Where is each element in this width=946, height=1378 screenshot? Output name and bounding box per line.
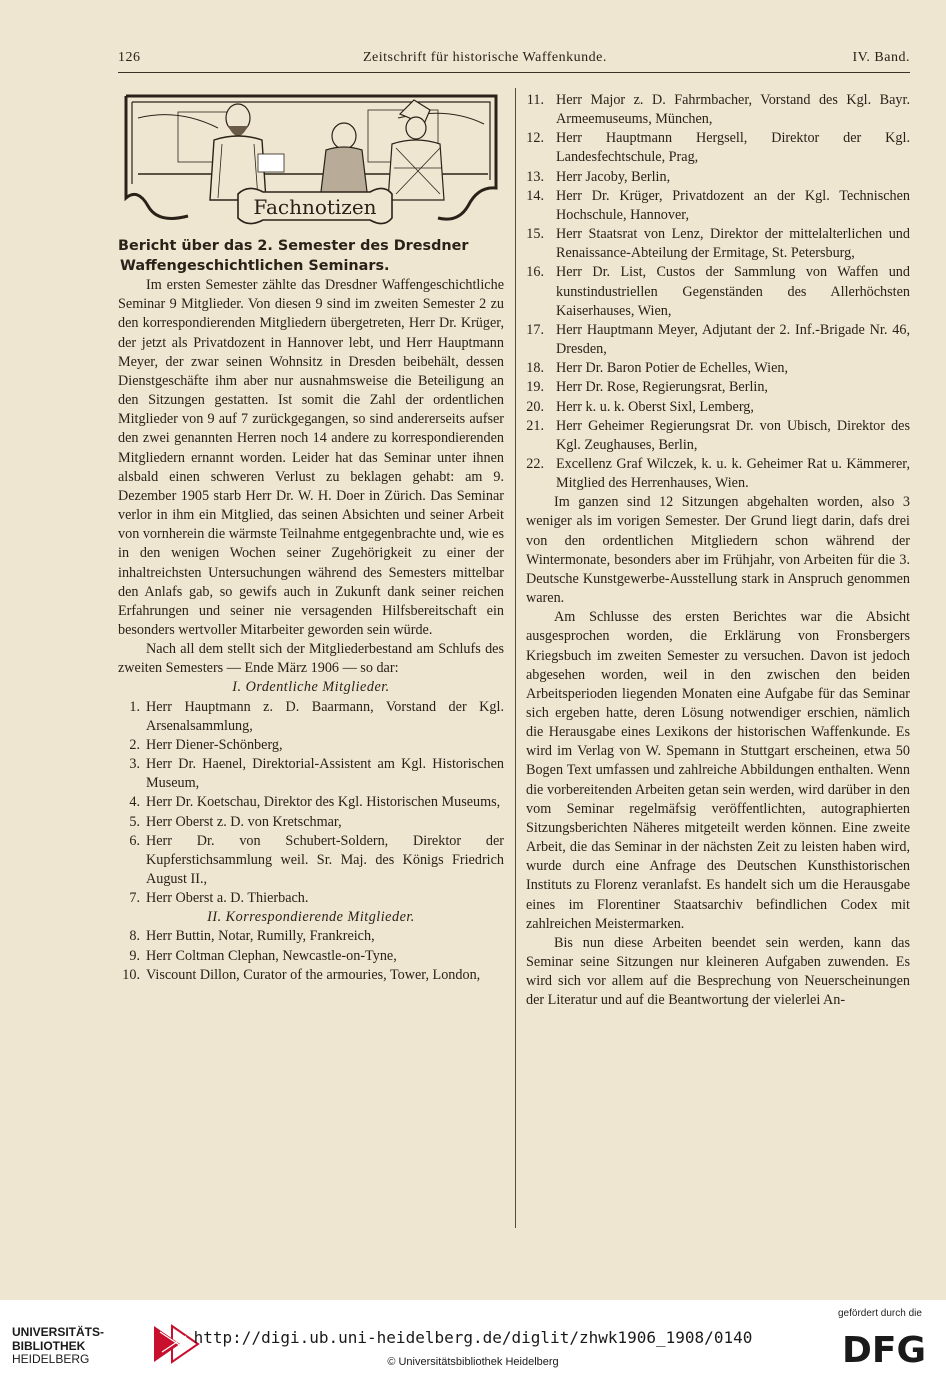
list-item-number: 2.	[129, 736, 140, 753]
list-item-number: 15.	[526, 226, 544, 243]
list-item	[118, 966, 504, 985]
list-item-text: Herr Hauptmann Meyer, Adjutant der 2. Inf.-Brigade Nr. 46, Dresden,	[556, 321, 910, 358]
list-item	[526, 187, 910, 225]
list-item-number: 16.	[526, 264, 544, 281]
article-title-line-2: Waffengeschichtlichen Seminars.	[120, 258, 390, 275]
dfg-label: gefördert durch die	[838, 1308, 922, 1319]
list-item-number: 4.	[129, 794, 140, 811]
list-item	[118, 947, 504, 966]
list-item	[118, 813, 504, 832]
list-item-number: 22.	[526, 455, 544, 472]
page-number: 126	[118, 50, 141, 65]
list-item-number: 9.	[129, 947, 140, 964]
list-item	[118, 698, 504, 736]
paragraph: Bis nun diese Arbeiten beendet sein werden, kann das Seminar seine Sitzungen nur kleineren Aufgaben zuwenden. Es wird sich vor allem auf die Besprechung von Neuerscheinungen der Literatur und auf die Beantwortung der vielerlei An-	[526, 934, 910, 1009]
column-divider	[515, 88, 516, 1228]
list-item	[118, 793, 504, 812]
list-item	[526, 168, 910, 187]
list-item	[526, 129, 910, 167]
list-item	[526, 398, 910, 417]
corresponding-members-list-right	[526, 91, 910, 493]
list-item	[118, 927, 504, 946]
list-item-number: 12.	[526, 130, 544, 147]
list-item	[526, 91, 910, 129]
copyright-notice: © Universitätsbibliothek Heidelberg	[387, 1356, 559, 1368]
ordinary-members-list	[118, 698, 504, 909]
list-item-number: 18.	[526, 360, 544, 377]
dfg-logo	[838, 1322, 934, 1372]
list-item-number: 19.	[526, 379, 544, 396]
list-item-text: Excellenz Graf Wilczek, k. u. k. Geheimer Rat u. Kämmerer, Mitglied des Herrenhauses, Wien.	[556, 455, 910, 492]
running-header	[118, 50, 910, 73]
list-item	[118, 755, 504, 793]
paragraph: Nach all dem stellt sich der Mitgliederbestand am Schlufs des zweiten Semesters — Ende März 1906 — so dar:	[118, 641, 504, 677]
category-heading-corresponding: II. Korrespondierende Mitglieder.	[207, 909, 415, 926]
institution-line-1: UNIVERSITÄTS-	[12, 1325, 105, 1339]
list-item-number: 21.	[526, 417, 544, 434]
list-item-text: Herr Jacoby, Berlin,	[556, 168, 671, 185]
institution-line-2: BIBLIOTHEK	[12, 1338, 86, 1353]
list-item-text: Herr Hauptmann Hergsell, Direktor der Kgl. Landesfechtschule, Prag,	[556, 130, 910, 166]
article-title-line-1: Bericht über das 2. Semester des Dresdner	[118, 238, 469, 255]
list-item-text: Herr Dr. Krüger, Privatdozent an der Kgl. Technischen Hochschule, Hannover,	[556, 187, 910, 223]
volume-label: IV. Band.	[852, 50, 910, 65]
list-item-text: Herr Oberst z. D. von Kretschmar,	[146, 813, 342, 830]
list-item-number: 8.	[129, 928, 140, 945]
list-item-text: Herr Dr. von Schubert-Soldern, Direktor der Kupferstichsammlung weil. Sr. Maj. des Königs Friedrich August II.,	[146, 832, 504, 887]
institution-line-3: HEIDELBERG	[12, 1352, 90, 1366]
list-item-text: Herr Geheimer Regierungsrat Dr. von Ubisch, Direktor des Kgl. Zeughauses, Berlin,	[556, 417, 910, 453]
list-item	[526, 378, 910, 397]
list-item	[118, 889, 504, 908]
list-item-text: Herr Buttin, Notar, Rumilly, Frankreich,	[146, 928, 375, 945]
list-item-number: 3.	[129, 756, 140, 773]
list-item-text: Herr Oberst a. D. Thierbach.	[146, 890, 309, 907]
list-item	[526, 359, 910, 378]
list-item-text: Herr Dr. Baron Potier de Echelles, Wien,	[556, 360, 789, 377]
list-item-text: Herr Diener-Schönberg,	[146, 736, 283, 753]
list-item-text: Herr Hauptmann z. D. Baarmann, Vorstand der Kgl. Arsenalsammlung,	[146, 698, 504, 734]
left-column	[118, 88, 504, 985]
dfg-logo-text: DFG	[842, 1330, 927, 1371]
list-item-text: Herr k. u. k. Oberst Sixl, Lemberg,	[556, 398, 754, 415]
list-item-number: 20.	[526, 398, 544, 415]
corresponding-members-list-left	[118, 927, 504, 984]
category-heading-ordinary: I. Ordentliche Mitglieder.	[232, 679, 390, 696]
list-item	[118, 736, 504, 755]
list-item	[526, 321, 910, 359]
list-item-text: Herr Dr. Haenel, Direktorial-Assistent am Kgl. Historischen Museum,	[146, 756, 504, 792]
paragraph: Am Schlusse des ersten Berichtes war die Absicht ausgesprochen worden, die Erklärung von Fronsbergers Kriegsbuch im zweiten Semester zu versuchen. Davon ist jedoch abgesehen worden, weil in den zwischen den beiden Arbeitsperioden liegenden Monaten eine Aufgabe für das Seminar sich ergeben hatte, deren Lösung notwendiger erschien, nämlich die Herausgabe eines Lexikons der historischen Waffenkunde. Es wird im Verlag von W. Spemann in Stuttgart erscheinen, etwa 50 Bogen Text umfassen und zahlreiche Abbildungen enthalten. Wenn die vorbereitenden Arbeiten getan sein werden, wird darüber in den vom Seminar regelmäfsig veröffentlichten, autographierten Sitzungsberichten Näheres mitgeteilt werden können. Eine zweite Arbeit, die das Seminar in der nächsten Zeit zu leisten haben wird, wurde durch eine Anfrage des Deutschen Kunsthistorischen Instituts zu Florenz veranlafst. Es handelt sich um die Herausgabe eines im Florentiner Staatsarchiv befindlichen Codex mit zahlreichen Meistermarken.	[526, 609, 910, 932]
list-item-text: Herr Dr. Rose, Regierungsrat, Berlin,	[556, 379, 768, 396]
list-item-number: 14.	[526, 187, 544, 204]
list-item-number: 11.	[526, 92, 544, 108]
journal-title: Zeitschrift für historische Waffenkunde.	[363, 50, 607, 65]
list-item	[526, 417, 910, 455]
list-item-number: 17.	[526, 321, 544, 338]
permalink-url[interactable]: http://digi.ub.uni-heidelberg.de/diglit/zhwk1906_1908/0140	[193, 1328, 753, 1347]
right-column	[526, 91, 910, 1011]
article-title	[118, 236, 504, 276]
list-item-number: 13.	[526, 168, 544, 185]
list-item-text: Herr Dr. List, Custos der Sammlung von Waffen und kunstindustriellen Gegenständen des Allerhöchsten Kaiserhauses, Wien,	[556, 264, 910, 319]
list-item-text: Herr Coltman Clephan, Newcastle-on-Tyne,	[146, 947, 397, 964]
list-item	[526, 225, 910, 263]
banner-text: Fachnotizen	[253, 195, 377, 219]
list-item-text: Viscount Dillon, Curator of the armouries, Tower, London,	[146, 966, 481, 983]
list-item	[526, 455, 910, 493]
list-item-number: 6.	[129, 832, 140, 849]
list-item-number: 7.	[129, 890, 140, 907]
paragraph: Im ganzen sind 12 Sitzungen abgehalten worden, also 3 weniger als im vorigen Semester. Der Grund liegt darin, dafs drei von den ordentlichen Mitgliedern schon während der Wintermonate, besonders aber im Frühjahr, von Arbeiten für die 3. Deutsche Kunstgewerbe-Ausstellung stark in Anspruch genommen waren.	[526, 494, 910, 607]
library-footer	[0, 1300, 946, 1378]
list-item-number: 5.	[129, 813, 140, 830]
list-item	[526, 263, 910, 320]
list-item-text: Herr Staatsrat von Lenz, Direktor der mittelalterlichen und Renaissance-Abteilung der Ermitage, St. Petersburg,	[556, 226, 910, 262]
list-item-text: Herr Dr. Koetschau, Direktor des Kgl. Historischen Museums,	[146, 794, 501, 811]
list-item	[118, 832, 504, 889]
fachnotizen-illustration	[118, 88, 504, 230]
list-item-number: 10.	[122, 966, 140, 983]
list-item-text: Herr Major z. D. Fahrmbacher, Vorstand des Kgl. Bayr. Armeemuseums, München,	[556, 92, 910, 128]
list-item-number: 1.	[129, 698, 140, 715]
paragraph: Im ersten Semester zählte das Dresdner Waffengeschichtliche Seminar 9 Mitglieder. Von diesen 9 sind im zweiten Semester 2 zu den korrespondierenden Mitgliedern übergetreten, Herr Dr. Krüger, der jetzt als Privatdozent in Hannover lebt, und Herr Hauptmann Meyer, der zwar seinen Wohnsitz in Dresden beibehält, dessen Dienstgeschäfte ihm aber nur ausnahmsweise die Beteiligung an den Sitzungen gestatten. Ist somit die Zahl der ordentlichen Mitglieder von 9 auf 7 zurückgegangen, so sind andererseits aufser den zwei genannten Herren noch 14 andere zu korrespondierenden Mitgliedern ernannt worden. Leider hat das Seminar unter ihnen alsbald einen schweren Verlust zu beklagen gehabt: am 9. Dezember 1905 starb Herr Dr. W. H. Doer in Zürich. Das Seminar verlor in ihm ein Mitglied, das seinen Absichten und seiner Arbeit von vornherein die wärmste Teilnahme entgegenbrachte und, wie es in den wenigen Wochen seiner Zugehörigkeit zu einer der inhaltreichsten Untersuchungen während des Semesters mittelbar den Anlafs gab, so gewifs auch in Zukunft dank seiner reichen Erfahrungen und seiner nie versagenden Hilfsbereitschaft ein besonders wertvoller Mitarbeiter geworden sein würde.	[118, 277, 505, 638]
